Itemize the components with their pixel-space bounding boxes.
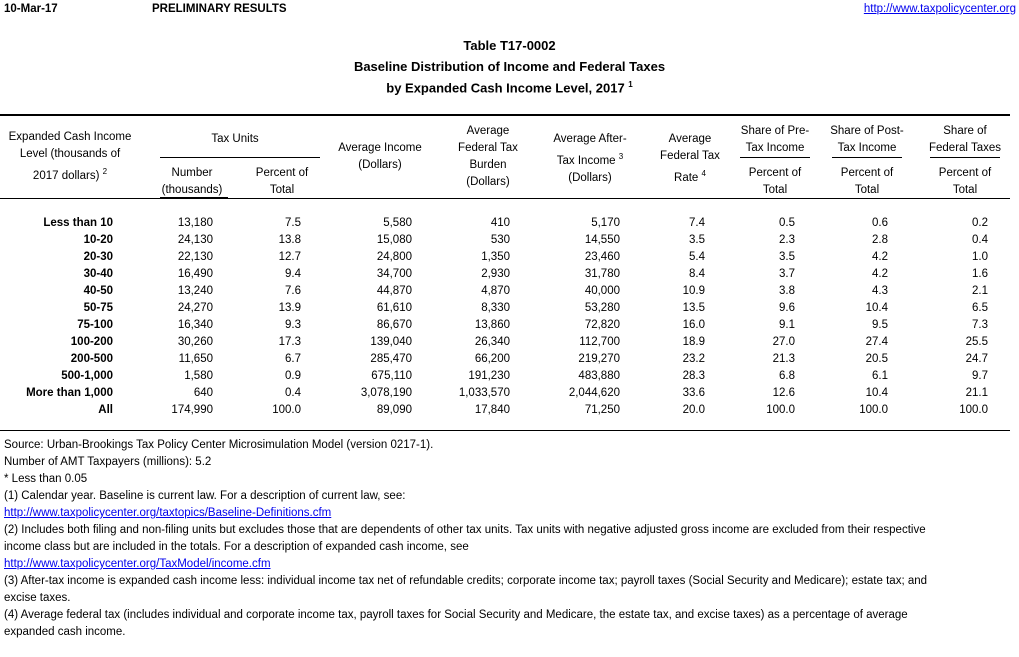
share-posttax-underline [832, 157, 902, 158]
number-cell: 16,340 [177, 319, 213, 331]
after-tax-income-cell: 40,000 [584, 285, 620, 297]
number-cell: 30,260 [177, 336, 213, 348]
federal-burden-cell: 530 [490, 234, 510, 246]
header-average-federal-rate: Average Federal Tax Rate $^4$ [660, 133, 720, 184]
percent-total-cell: 9.3 [285, 319, 301, 331]
footnote-3b: excise taxes. [4, 592, 71, 604]
after-tax-income-cell: 23,460 [584, 251, 620, 263]
share-pretax-underline [740, 157, 810, 158]
after-tax-income-cell: 2,044,620 [568, 387, 620, 399]
share-pretax-cell: 12.6 [772, 387, 795, 399]
federal-burden-cell: 8,330 [481, 302, 510, 314]
federal-rate-cell: 18.9 [682, 336, 705, 348]
footnote-2b: income class but are included in the totals. For a description of expanded cash income, see [4, 541, 469, 553]
footnote-1: (1) Calendar year. Baseline is current law. For a description of current law, see: [4, 490, 406, 502]
after-tax-income-cell: 219,270 [578, 353, 620, 365]
number-cell: 174,990 [171, 404, 213, 416]
footnote-4a: (4) Average federal tax (includes individual and corporate income tax, payroll taxes for Social Security and Medicare, the estate tax, and excise taxes) as a percentage of average [4, 609, 908, 621]
after-tax-income-cell: 5,170 [591, 217, 620, 229]
share-pretax-cell: 27.0 [772, 336, 795, 348]
federal-rate-cell: 10.9 [682, 285, 705, 297]
average-income-cell: 285,470 [370, 353, 412, 365]
after-tax-income-cell: 72,820 [584, 319, 620, 331]
table-id: Table T17-0002 [463, 38, 556, 53]
average-income-cell: 139,040 [370, 336, 412, 348]
share-posttax-cell: 9.5 [872, 319, 888, 331]
header-number: Number (thousands) [161, 167, 223, 196]
table-bottom-rule [0, 430, 1010, 431]
percent-total-cell: 0.9 [285, 370, 301, 382]
federal-burden-cell: 191,230 [468, 370, 510, 382]
federal-burden-cell: 1,350 [481, 251, 510, 263]
share-fed-cell: 0.4 [972, 234, 988, 246]
share-fed-cell: 7.3 [972, 319, 988, 331]
share-pretax-cell: 3.8 [779, 285, 795, 297]
number-cell: 13,180 [177, 217, 213, 229]
income-level-cell: More than 1,000 [26, 387, 113, 399]
share-fed-cell: 25.5 [965, 336, 988, 348]
percent-total-cell: 12.7 [278, 251, 301, 263]
share-pretax-cell: 3.5 [779, 251, 795, 263]
share-posttax-cell: 2.8 [872, 234, 888, 246]
header-share-pretax-percent: Percent of Total [748, 167, 802, 196]
federal-rate-cell: 8.4 [689, 268, 705, 280]
number-cell: 24,270 [177, 302, 213, 314]
federal-burden-cell: 17,840 [474, 404, 510, 416]
share-posttax-cell: 10.4 [865, 387, 888, 399]
number-underline [160, 197, 228, 198]
average-income-cell: 675,110 [371, 370, 412, 382]
after-tax-income-cell: 53,280 [584, 302, 620, 314]
income-level-cell: 20-30 [83, 251, 113, 263]
average-income-cell: 15,080 [376, 234, 412, 246]
share-fed-cell: 0.2 [972, 217, 988, 229]
income-level-cell: 40-50 [83, 285, 113, 297]
footnote-amt: Number of AMT Taxpayers (millions): 5.2 [4, 456, 212, 468]
share-pretax-cell: 0.5 [779, 217, 795, 229]
federal-rate-cell: 5.4 [689, 251, 705, 263]
after-tax-income-cell: 483,880 [578, 370, 620, 382]
average-income-cell: 24,800 [376, 251, 412, 263]
footnote-source: Source: Urban-Brookings Tax Policy Center Microsimulation Model (version 0217-1). [4, 439, 434, 451]
federal-rate-cell: 23.2 [682, 353, 705, 365]
federal-rate-cell: 13.5 [682, 302, 705, 314]
federal-burden-cell: 2,930 [481, 268, 510, 280]
header-share-federal-taxes: Share of Federal Taxes [928, 125, 1002, 154]
footnote-4b: expanded cash income. [4, 626, 126, 638]
table-subtitle: by Expanded Cash Income Level, 2017 $^1$ [386, 80, 633, 96]
share-posttax-cell: 0.6 [872, 217, 888, 229]
percent-total-cell: 0.4 [285, 387, 301, 399]
share-fed-cell: 1.0 [972, 251, 988, 263]
header-percent-total: Percent of Total [255, 167, 309, 196]
income-level-cell: 100-200 [70, 336, 113, 348]
after-tax-income-cell: 112,700 [579, 336, 620, 348]
percent-total-cell: 100.0 [272, 404, 301, 416]
income-level-cell: 30-40 [83, 268, 113, 280]
average-income-cell: 3,078,190 [360, 387, 412, 399]
percent-total-cell: 13.8 [278, 234, 301, 246]
share-pretax-cell: 21.3 [772, 353, 795, 365]
federal-rate-cell: 3.5 [689, 234, 705, 246]
income-level-cell: All [98, 404, 113, 416]
share-fed-cell: 6.5 [972, 302, 988, 314]
federal-burden-cell: 13,860 [474, 319, 510, 331]
federal-rate-cell: 20.0 [682, 404, 705, 416]
federal-rate-cell: 16.0 [682, 319, 705, 331]
tax-units-underline [160, 157, 320, 158]
share-fed-cell: 2.1 [972, 285, 988, 297]
percent-total-cell: 13.9 [278, 302, 301, 314]
percent-total-cell: 17.3 [278, 336, 301, 348]
number-cell: 13,240 [177, 285, 213, 297]
share-posttax-cell: 4.2 [872, 268, 888, 280]
footnote-less: * Less than 0.05 [4, 473, 88, 485]
number-cell: 640 [193, 387, 213, 399]
header-share-posttax: Share of Post- Tax Income [830, 125, 904, 154]
share-pretax-cell: 100.0 [766, 404, 795, 416]
number-cell: 11,650 [178, 353, 213, 365]
federal-burden-cell: 4,870 [481, 285, 510, 297]
federal-burden-cell: 66,200 [474, 353, 510, 365]
percent-total-cell: 7.5 [285, 217, 301, 229]
header-share-fed-percent: Percent of Total [938, 167, 992, 196]
footnote-3a: (3) After-tax income is expanded cash income less: individual income tax net of refundable credits; corporate income tax; payroll taxes (Social Security and Medicare); estate tax; and [4, 575, 928, 587]
share-posttax-cell: 6.1 [872, 370, 888, 382]
average-income-cell: 89,090 [376, 404, 412, 416]
share-fed-cell: 9.7 [972, 370, 988, 382]
footnote-ref-1: 1 [628, 80, 633, 89]
site-link[interactable]: http://www.taxpolicycenter.org [863, 3, 1016, 15]
after-tax-income-cell: 14,550 [584, 234, 620, 246]
header-average-income: Average Income (Dollars) [338, 142, 422, 171]
federal-rate-cell: 33.6 [682, 387, 705, 399]
share-fed-cell: 1.6 [972, 268, 988, 280]
table-title: Baseline Distribution of Income and Federal Taxes [353, 59, 666, 74]
header-share-posttax-percent: Percent of Total [840, 167, 894, 196]
header-average-after-tax-income: Average After- Tax Income $^3$ (Dollars) [553, 133, 627, 184]
number-cell: 16,490 [177, 268, 213, 280]
share-pretax-cell: 9.6 [779, 302, 795, 314]
footnote-2-link[interactable]: http://www.taxpolicycenter.org/TaxModel/income.cfm [4, 558, 271, 570]
share-posttax-cell: 4.2 [872, 251, 888, 263]
income-level-cell: 75-100 [77, 319, 113, 331]
percent-total-cell: 9.4 [285, 268, 301, 280]
share-posttax-cell: 4.3 [872, 285, 888, 297]
average-income-cell: 5,580 [383, 217, 412, 229]
income-level-cell: Less than 10 [43, 217, 113, 229]
after-tax-income-cell: 71,250 [584, 404, 620, 416]
income-level-cell: 10-20 [83, 234, 113, 246]
federal-rate-cell: 7.4 [689, 217, 705, 229]
federal-burden-cell: 1,033,570 [458, 387, 510, 399]
percent-total-cell: 7.6 [285, 285, 301, 297]
federal-burden-cell: 410 [490, 217, 510, 229]
share-posttax-cell: 10.4 [865, 302, 888, 314]
income-level-cell: 200-500 [70, 353, 113, 365]
average-income-cell: 86,670 [376, 319, 412, 331]
preliminary-label: PRELIMINARY RESULTS [152, 3, 287, 15]
header-income-level: Expanded Cash Income Level (thousands of 2017 dollars) $^2$ [8, 131, 132, 182]
share-fed-underline [930, 157, 1000, 158]
footnote-2a: (2) Includes both filing and non-filing units but excludes those that are dependents of other tax units. Tax units with negative adjusted gross income are excluded from their respective [4, 524, 926, 536]
share-pretax-cell: 2.3 [779, 234, 795, 246]
report-date: 10-Mar-17 [4, 3, 58, 15]
share-pretax-cell: 6.8 [779, 370, 795, 382]
average-income-cell: 44,870 [376, 285, 412, 297]
footnote-1-link[interactable]: http://www.taxpolicycenter.org/taxtopics/Baseline-Definitions.cfm [4, 507, 332, 519]
number-cell: 22,130 [177, 251, 213, 263]
share-pretax-cell: 9.1 [779, 319, 795, 331]
table-top-rule [0, 114, 1010, 116]
income-level-cell: 500-1,000 [61, 370, 113, 382]
share-posttax-cell: 100.0 [859, 404, 888, 416]
federal-rate-cell: 28.3 [682, 370, 705, 382]
header-share-pretax: Share of Pre- Tax Income [740, 125, 810, 154]
share-fed-cell: 21.1 [965, 387, 988, 399]
income-level-cell: 50-75 [83, 302, 113, 314]
share-posttax-cell: 20.5 [865, 353, 888, 365]
percent-total-cell: 6.7 [285, 353, 301, 365]
average-income-cell: 61,610 [376, 302, 412, 314]
share-posttax-cell: 27.4 [865, 336, 888, 348]
average-income-cell: 34,700 [376, 268, 412, 280]
header-tax-units: Tax Units [211, 133, 259, 145]
share-pretax-cell: 3.7 [779, 268, 795, 280]
header-average-federal-burden: Average Federal Tax Burden (Dollars) [458, 125, 518, 188]
after-tax-income-cell: 31,780 [584, 268, 620, 280]
number-cell: 24,130 [177, 234, 213, 246]
share-fed-cell: 24.7 [965, 353, 988, 365]
share-fed-cell: 100.0 [959, 404, 988, 416]
federal-burden-cell: 26,340 [474, 336, 510, 348]
number-cell: 1,580 [184, 370, 213, 382]
